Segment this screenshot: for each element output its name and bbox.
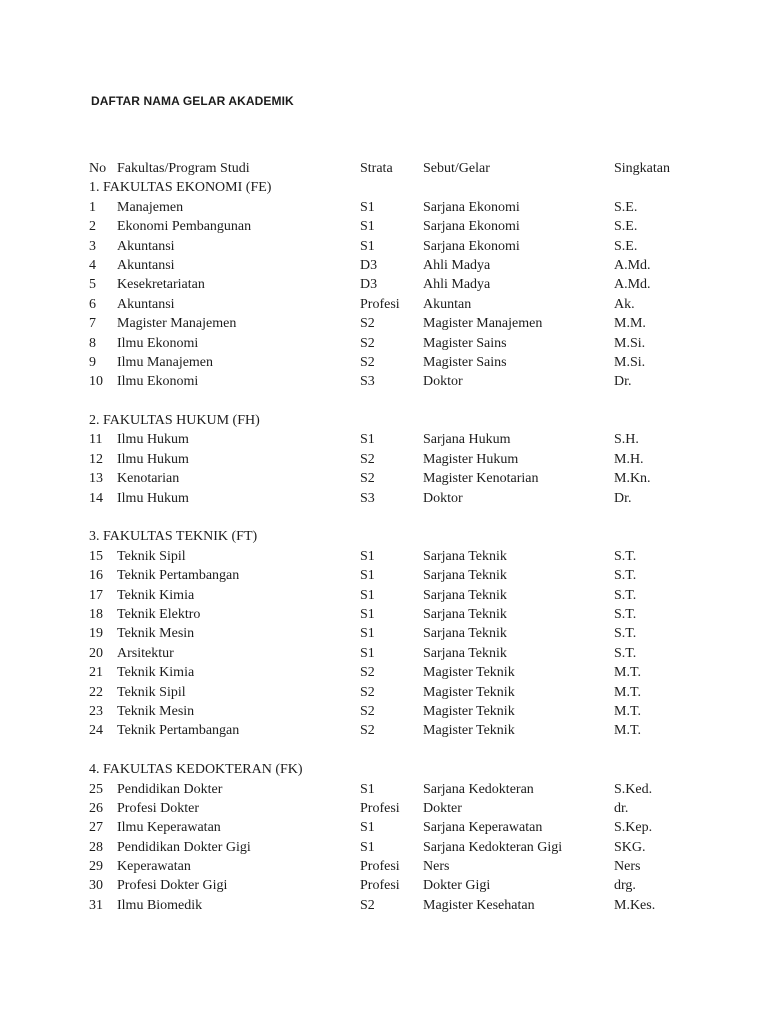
cell-no: 26 bbox=[89, 800, 103, 816]
cell-strata: D3 bbox=[360, 257, 378, 273]
cell-singkatan: M.Kn. bbox=[614, 471, 651, 487]
header-program: Fakultas/Program Studi bbox=[117, 161, 250, 176]
cell-singkatan: Dr. bbox=[614, 490, 632, 506]
cell-no: 14 bbox=[89, 490, 103, 506]
cell-singkatan: SKG. bbox=[614, 839, 646, 855]
cell-gelar: Ahli Madya bbox=[423, 277, 491, 293]
cell-no: 18 bbox=[89, 606, 103, 622]
cell-singkatan: A.Md. bbox=[614, 277, 651, 293]
cell-gelar: Magister Teknik bbox=[423, 723, 515, 739]
cell-singkatan: S.E. bbox=[614, 199, 638, 215]
cell-strata: S1 bbox=[360, 606, 375, 622]
cell-singkatan: dr. bbox=[614, 800, 629, 816]
cell-program: Akuntansi bbox=[117, 238, 175, 254]
cell-strata: S3 bbox=[360, 490, 375, 506]
cell-no: 7 bbox=[89, 316, 96, 332]
header-gelar: Sebut/Gelar bbox=[423, 161, 490, 176]
cell-gelar: Sarjana Teknik bbox=[423, 645, 507, 661]
cell-singkatan: S.T. bbox=[614, 606, 637, 622]
cell-gelar: Sarjana Kedokteran Gigi bbox=[423, 839, 563, 855]
cell-gelar: Magister Sains bbox=[423, 354, 507, 370]
cell-no: 4 bbox=[89, 257, 96, 273]
cell-singkatan: M.Si. bbox=[614, 335, 646, 351]
cell-gelar: Dokter bbox=[423, 800, 462, 816]
cell-gelar: Sarjana Ekonomi bbox=[423, 238, 520, 254]
cell-strata: S1 bbox=[360, 645, 375, 661]
cell-no: 16 bbox=[89, 568, 103, 584]
cell-strata: S1 bbox=[360, 626, 375, 642]
cell-singkatan: S.Kep. bbox=[614, 820, 653, 836]
cell-no: 25 bbox=[89, 781, 103, 797]
cell-singkatan: Ners bbox=[614, 859, 641, 875]
cell-gelar: Magister Manajemen bbox=[423, 316, 543, 332]
cell-gelar: Magister Teknik bbox=[423, 684, 515, 700]
cell-singkatan: S.E. bbox=[614, 238, 638, 254]
cell-singkatan: S.T. bbox=[614, 548, 637, 564]
cell-gelar: Magister Kesehatan bbox=[423, 897, 535, 913]
cell-program: Magister Manajemen bbox=[117, 316, 237, 332]
cell-strata: S2 bbox=[360, 354, 375, 370]
cell-no: 21 bbox=[89, 665, 103, 681]
cell-strata: S1 bbox=[360, 238, 375, 254]
cell-singkatan: S.Ked. bbox=[614, 781, 653, 797]
cell-no: 5 bbox=[89, 277, 96, 293]
cell-strata: S1 bbox=[360, 820, 375, 836]
cell-gelar: Sarjana Kedokteran bbox=[423, 781, 534, 797]
cell-gelar: Magister Kenotarian bbox=[423, 471, 539, 487]
cell-singkatan: drg. bbox=[614, 878, 636, 894]
cell-program: Pendidikan Dokter bbox=[117, 781, 223, 797]
cell-singkatan: S.T. bbox=[614, 587, 637, 603]
cell-singkatan: M.M. bbox=[614, 316, 646, 332]
cell-singkatan: A.Md. bbox=[614, 257, 651, 273]
cell-singkatan: M.T. bbox=[614, 665, 641, 681]
cell-no: 30 bbox=[89, 878, 103, 894]
cell-program: Teknik Kimia bbox=[117, 665, 195, 681]
cell-program: Teknik Mesin bbox=[117, 626, 195, 642]
cell-strata: S2 bbox=[360, 723, 375, 739]
cell-gelar: Sarjana Ekonomi bbox=[423, 219, 520, 235]
cell-program: Ilmu Hukum bbox=[117, 490, 189, 506]
cell-strata: S1 bbox=[360, 199, 375, 215]
cell-no: 3 bbox=[89, 238, 96, 254]
cell-program: Arsitektur bbox=[117, 645, 174, 661]
cell-gelar: Ners bbox=[423, 859, 450, 875]
cell-strata: S3 bbox=[360, 374, 375, 390]
cell-singkatan: S.T. bbox=[614, 568, 637, 584]
cell-no: 6 bbox=[89, 296, 96, 312]
cell-gelar: Sarjana Teknik bbox=[423, 568, 507, 584]
cell-strata: S2 bbox=[360, 897, 375, 913]
cell-strata: S1 bbox=[360, 587, 375, 603]
cell-program: Teknik Pertambangan bbox=[117, 723, 240, 739]
cell-program: Ilmu Hukum bbox=[117, 451, 189, 467]
section-title: 2. FAKULTAS HUKUM (FH) bbox=[89, 413, 260, 429]
cell-program: Profesi Dokter bbox=[117, 800, 200, 816]
cell-program: Ilmu Biomedik bbox=[117, 897, 203, 913]
cell-program: Ilmu Ekonomi bbox=[117, 335, 199, 351]
cell-no: 2 bbox=[89, 219, 96, 235]
cell-no: 23 bbox=[89, 703, 103, 719]
cell-no: 19 bbox=[89, 626, 103, 642]
cell-program: Teknik Sipil bbox=[117, 684, 186, 700]
cell-strata: S1 bbox=[360, 432, 375, 448]
cell-strata: Profesi bbox=[360, 296, 400, 312]
cell-no: 27 bbox=[89, 820, 103, 836]
cell-strata: S2 bbox=[360, 703, 375, 719]
cell-strata: S1 bbox=[360, 781, 375, 797]
cell-strata: Profesi bbox=[360, 878, 400, 894]
cell-gelar: Sarjana Ekonomi bbox=[423, 199, 520, 215]
cell-no: 28 bbox=[89, 839, 103, 855]
cell-gelar: Ahli Madya bbox=[423, 257, 491, 273]
cell-gelar: Magister Sains bbox=[423, 335, 507, 351]
cell-strata: S1 bbox=[360, 548, 375, 564]
cell-program: Akuntansi bbox=[117, 296, 175, 312]
cell-strata: S1 bbox=[360, 219, 375, 235]
cell-no: 20 bbox=[89, 645, 103, 661]
cell-program: Ilmu Manajemen bbox=[117, 354, 214, 370]
cell-singkatan: S.H. bbox=[614, 432, 639, 448]
cell-program: Ilmu Hukum bbox=[117, 432, 189, 448]
cell-no: 10 bbox=[89, 374, 103, 390]
cell-strata: S1 bbox=[360, 568, 375, 584]
cell-no: 9 bbox=[89, 354, 96, 370]
cell-strata: S2 bbox=[360, 684, 375, 700]
header-no: No bbox=[89, 161, 107, 176]
cell-gelar: Akuntan bbox=[423, 296, 472, 312]
cell-no: 31 bbox=[89, 897, 103, 913]
cell-gelar: Doktor bbox=[423, 490, 463, 506]
cell-singkatan: M.Si. bbox=[614, 354, 646, 370]
cell-program: Keperawatan bbox=[117, 859, 191, 875]
cell-strata: S2 bbox=[360, 316, 375, 332]
cell-no: 29 bbox=[89, 859, 103, 875]
cell-program: Teknik Elektro bbox=[117, 606, 201, 622]
cell-singkatan: M.H. bbox=[614, 451, 644, 467]
cell-no: 12 bbox=[89, 451, 103, 467]
cell-gelar: Sarjana Teknik bbox=[423, 548, 507, 564]
cell-gelar: Sarjana Keperawatan bbox=[423, 820, 543, 836]
cell-strata: S1 bbox=[360, 839, 375, 855]
cell-no: 17 bbox=[89, 587, 103, 603]
cell-program: Ilmu Keperawatan bbox=[117, 820, 221, 836]
cell-program: Kesekretariatan bbox=[117, 277, 205, 293]
cell-no: 13 bbox=[89, 471, 103, 487]
header-singkatan: Singkatan bbox=[614, 161, 670, 176]
cell-program: Teknik Sipil bbox=[117, 548, 186, 564]
header-strata: Strata bbox=[360, 161, 393, 176]
cell-program: Ekonomi Pembangunan bbox=[117, 219, 252, 235]
cell-program: Profesi Dokter Gigi bbox=[117, 878, 228, 894]
cell-gelar: Magister Hukum bbox=[423, 451, 519, 467]
section-title: 4. FAKULTAS KEDOKTERAN (FK) bbox=[89, 762, 303, 778]
cell-gelar: Magister Teknik bbox=[423, 665, 515, 681]
cell-program: Kenotarian bbox=[117, 471, 180, 487]
section-title: 3. FAKULTAS TEKNIK (FT) bbox=[89, 529, 258, 545]
cell-singkatan: Ak. bbox=[614, 296, 635, 312]
cell-gelar: Doktor bbox=[423, 374, 463, 390]
cell-strata: S2 bbox=[360, 451, 375, 467]
cell-strata: Profesi bbox=[360, 859, 400, 875]
cell-singkatan: M.T. bbox=[614, 723, 641, 739]
cell-no: 8 bbox=[89, 335, 96, 351]
cell-strata: S2 bbox=[360, 335, 375, 351]
cell-program: Ilmu Ekonomi bbox=[117, 374, 199, 390]
cell-singkatan: S.E. bbox=[614, 219, 638, 235]
cell-singkatan: M.T. bbox=[614, 703, 641, 719]
cell-gelar: Sarjana Teknik bbox=[423, 587, 507, 603]
cell-program: Teknik Kimia bbox=[117, 587, 195, 603]
cell-strata: S2 bbox=[360, 665, 375, 681]
cell-gelar: Sarjana Teknik bbox=[423, 606, 507, 622]
cell-program: Teknik Mesin bbox=[117, 703, 195, 719]
cell-gelar: Sarjana Teknik bbox=[423, 626, 507, 642]
cell-strata: Profesi bbox=[360, 800, 400, 816]
cell-singkatan: S.T. bbox=[614, 645, 637, 661]
cell-gelar: Magister Teknik bbox=[423, 703, 515, 719]
cell-program: Akuntansi bbox=[117, 257, 175, 273]
cell-gelar: Dokter Gigi bbox=[423, 878, 491, 894]
cell-program: Pendidikan Dokter Gigi bbox=[117, 839, 251, 855]
cell-no: 24 bbox=[89, 723, 103, 739]
cell-no: 15 bbox=[89, 548, 103, 564]
cell-no: 11 bbox=[89, 432, 103, 448]
cell-singkatan: M.T. bbox=[614, 684, 641, 700]
cell-gelar: Sarjana Hukum bbox=[423, 432, 511, 448]
cell-strata: S2 bbox=[360, 471, 375, 487]
cell-singkatan: M.Kes. bbox=[614, 897, 656, 913]
cell-singkatan: Dr. bbox=[614, 374, 632, 390]
cell-program: Teknik Pertambangan bbox=[117, 568, 240, 584]
cell-no: 1 bbox=[89, 199, 96, 215]
cell-program: Manajemen bbox=[117, 199, 184, 215]
document-title: DAFTAR NAMA GELAR AKADEMIK bbox=[91, 94, 294, 108]
cell-strata: D3 bbox=[360, 277, 378, 293]
section-title: 1. FAKULTAS EKONOMI (FE) bbox=[89, 180, 272, 196]
cell-singkatan: S.T. bbox=[614, 626, 637, 642]
cell-no: 22 bbox=[89, 684, 103, 700]
